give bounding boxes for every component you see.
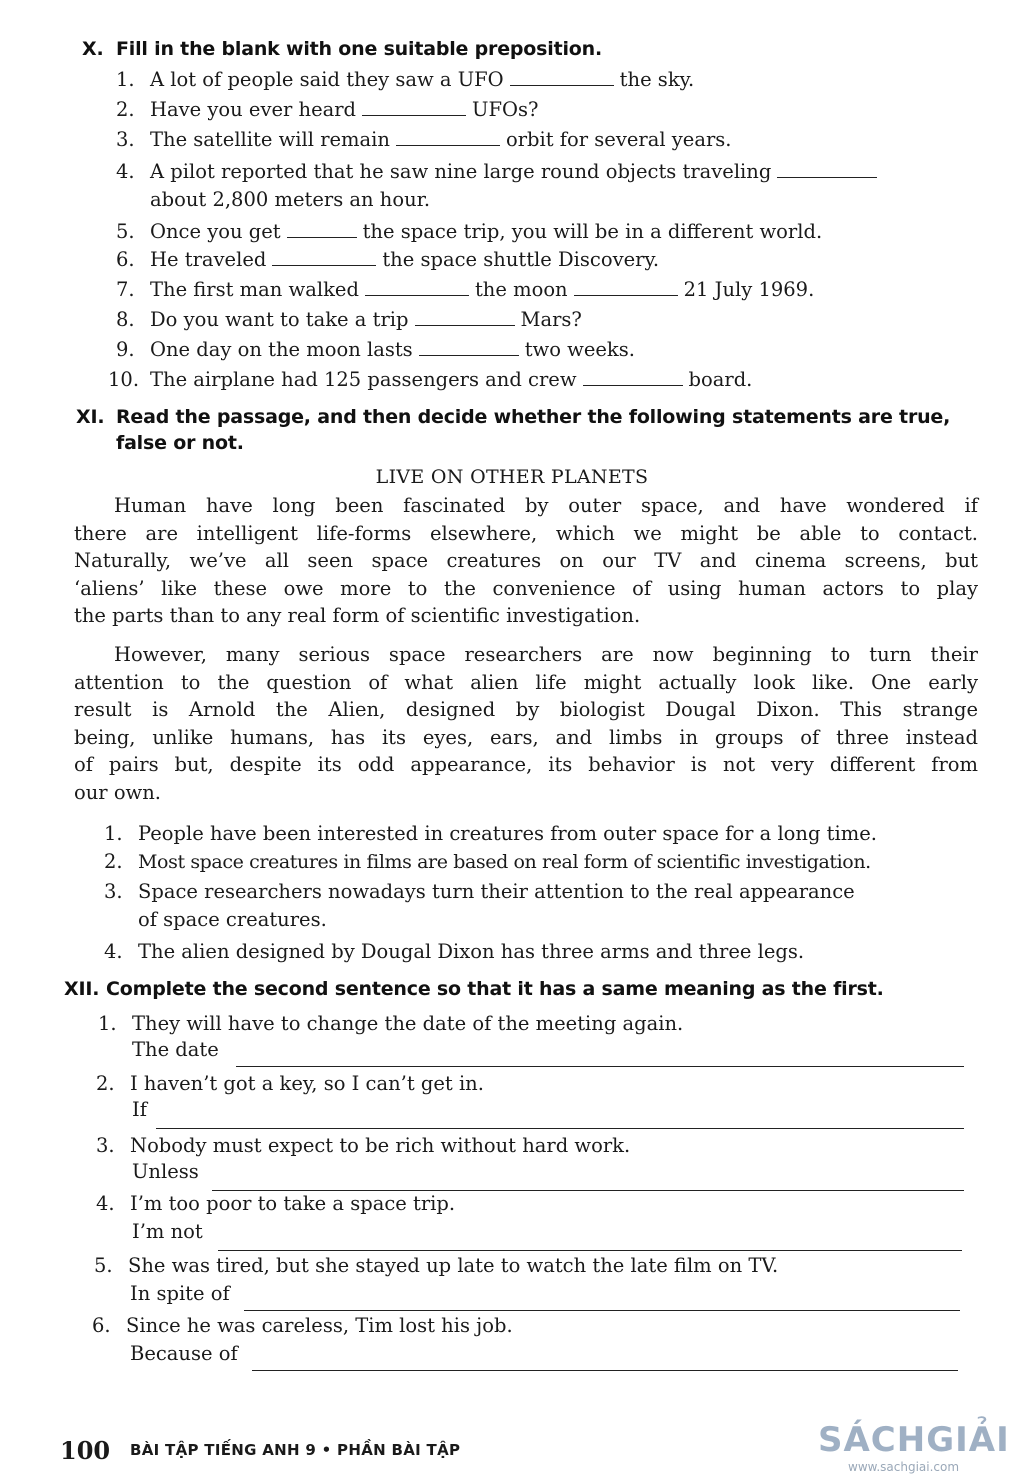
x-item-6: 6. He traveled the space shuttle Discovery. [116, 248, 660, 271]
logo-brand: SÁCHGIẢI [818, 1420, 1010, 1460]
xii-item-1: 1. They will have to change the date of the meeting again. [98, 1012, 684, 1035]
answer-blank[interactable] [272, 248, 376, 266]
book-title: BÀI TẬP TIẾNG ANH 9 • PHẦN BÀI TẬP [130, 1441, 461, 1459]
xii-item-1-start: The date [132, 1038, 219, 1061]
section-xi-heading: XI. Read the passage, and then decide whether the following statements are true, false or not. [76, 406, 951, 454]
xii-item-3-start: Unless [132, 1160, 199, 1183]
xii-item-6: 6. Since he was careless, Tim lost his job. [92, 1314, 513, 1337]
x-item-5: 5. Once you get the space trip, you will be in a different world. [116, 220, 823, 243]
answer-blank[interactable] [574, 278, 678, 296]
answer-line[interactable] [244, 1310, 960, 1311]
statement-2: 2. Most space creatures in films are based on real form of scientific investigation. [104, 850, 871, 873]
answer-blank[interactable] [419, 338, 519, 356]
answer-blank[interactable] [287, 220, 357, 238]
passage-paragraph-2: However, many serious space researchers are now beginning to turn their attention to the question of what alien life might actually look like. One early result is Arnold the Alien, designed by biologist Dougal Dixon. This strange being, unlike humans, has its eyes, ears, and limbs in groups of three instead of pairs but, despite its odd appearance, its behavior is not very different from our own. [74, 643, 978, 804]
statement-3: 3. Space researchers nowadays turn their attention to the real appearance [104, 880, 855, 903]
section-x-heading: X. Fill in the blank with one suitable preposition. [82, 38, 602, 60]
answer-blank[interactable] [365, 278, 469, 296]
xii-item-5: 5. She was tired, but she stayed up late to watch the late film on TV. [94, 1254, 779, 1277]
logo-url: www.sachgiai.com [848, 1460, 960, 1474]
answer-blank[interactable] [415, 308, 515, 326]
xii-item-4-start: I’m not [132, 1220, 203, 1243]
xii-item-3: 3. Nobody must expect to be rich without hard work. [96, 1134, 631, 1157]
passage-paragraph-1: Human have long been fascinated by outer space, and have wondered if there are intelligent life-forms elsewhere, which we might be able to contact. Naturally, we’ve all seen space creatures on our TV and cinema screens, but ‘aliens’ like these owe more to the convenience of using human actors to play the parts than to any real form of scientific investigation. [74, 494, 978, 627]
statement-4: 4. The alien designed by Dougal Dixon has three arms and three legs. [104, 940, 805, 963]
answer-line[interactable] [236, 1066, 964, 1067]
x-item-9: 9. One day on the moon lasts two weeks. [116, 338, 635, 361]
x-item-10: 10. The airplane had 125 passengers and crew board. [108, 368, 753, 391]
answer-blank[interactable] [362, 98, 466, 116]
answer-blank[interactable] [583, 368, 683, 386]
x-item-2: 2. Have you ever heard UFOs? [116, 98, 539, 121]
x-item-1: 1. A lot of people said they saw a UFO the sky. [116, 68, 695, 91]
answer-line[interactable] [252, 1370, 958, 1371]
xii-item-5-start: In spite of [130, 1282, 230, 1305]
section-xii-heading: XII. Complete the second sentence so that it has a same meaning as the first. [64, 978, 884, 1000]
xii-item-6-start: Because of [130, 1342, 238, 1365]
passage-title: LIVE ON OTHER PLANETS [375, 466, 649, 488]
x-item-8: 8. Do you want to take a trip Mars? [116, 308, 582, 331]
answer-line[interactable] [156, 1128, 964, 1129]
answer-blank[interactable] [510, 68, 614, 86]
page-number: 100 [60, 1436, 111, 1465]
statement-3-cont: of space creatures. [138, 908, 327, 931]
answer-blank[interactable] [777, 160, 877, 178]
answer-blank[interactable] [396, 128, 500, 146]
sachgiai-logo [812, 1420, 1012, 1478]
statement-1: 1. People have been interested in creatures from outer space for a long time. [104, 822, 877, 845]
x-item-3: 3. The satellite will remain orbit for several years. [116, 128, 732, 151]
x-item-7: 7. The first man walked the moon 21 July 1969. [116, 278, 815, 301]
x-item-4: 4. A pilot reported that he saw nine large round objects traveling [116, 158, 883, 185]
answer-line[interactable] [218, 1250, 962, 1251]
xii-item-2-start: If [132, 1098, 147, 1121]
x-item-4-cont: about 2,800 meters an hour. [150, 188, 431, 211]
xii-item-4: 4. I’m too poor to take a space trip. [96, 1192, 456, 1215]
xii-item-2: 2. I haven’t got a key, so I can’t get in. [96, 1072, 484, 1095]
